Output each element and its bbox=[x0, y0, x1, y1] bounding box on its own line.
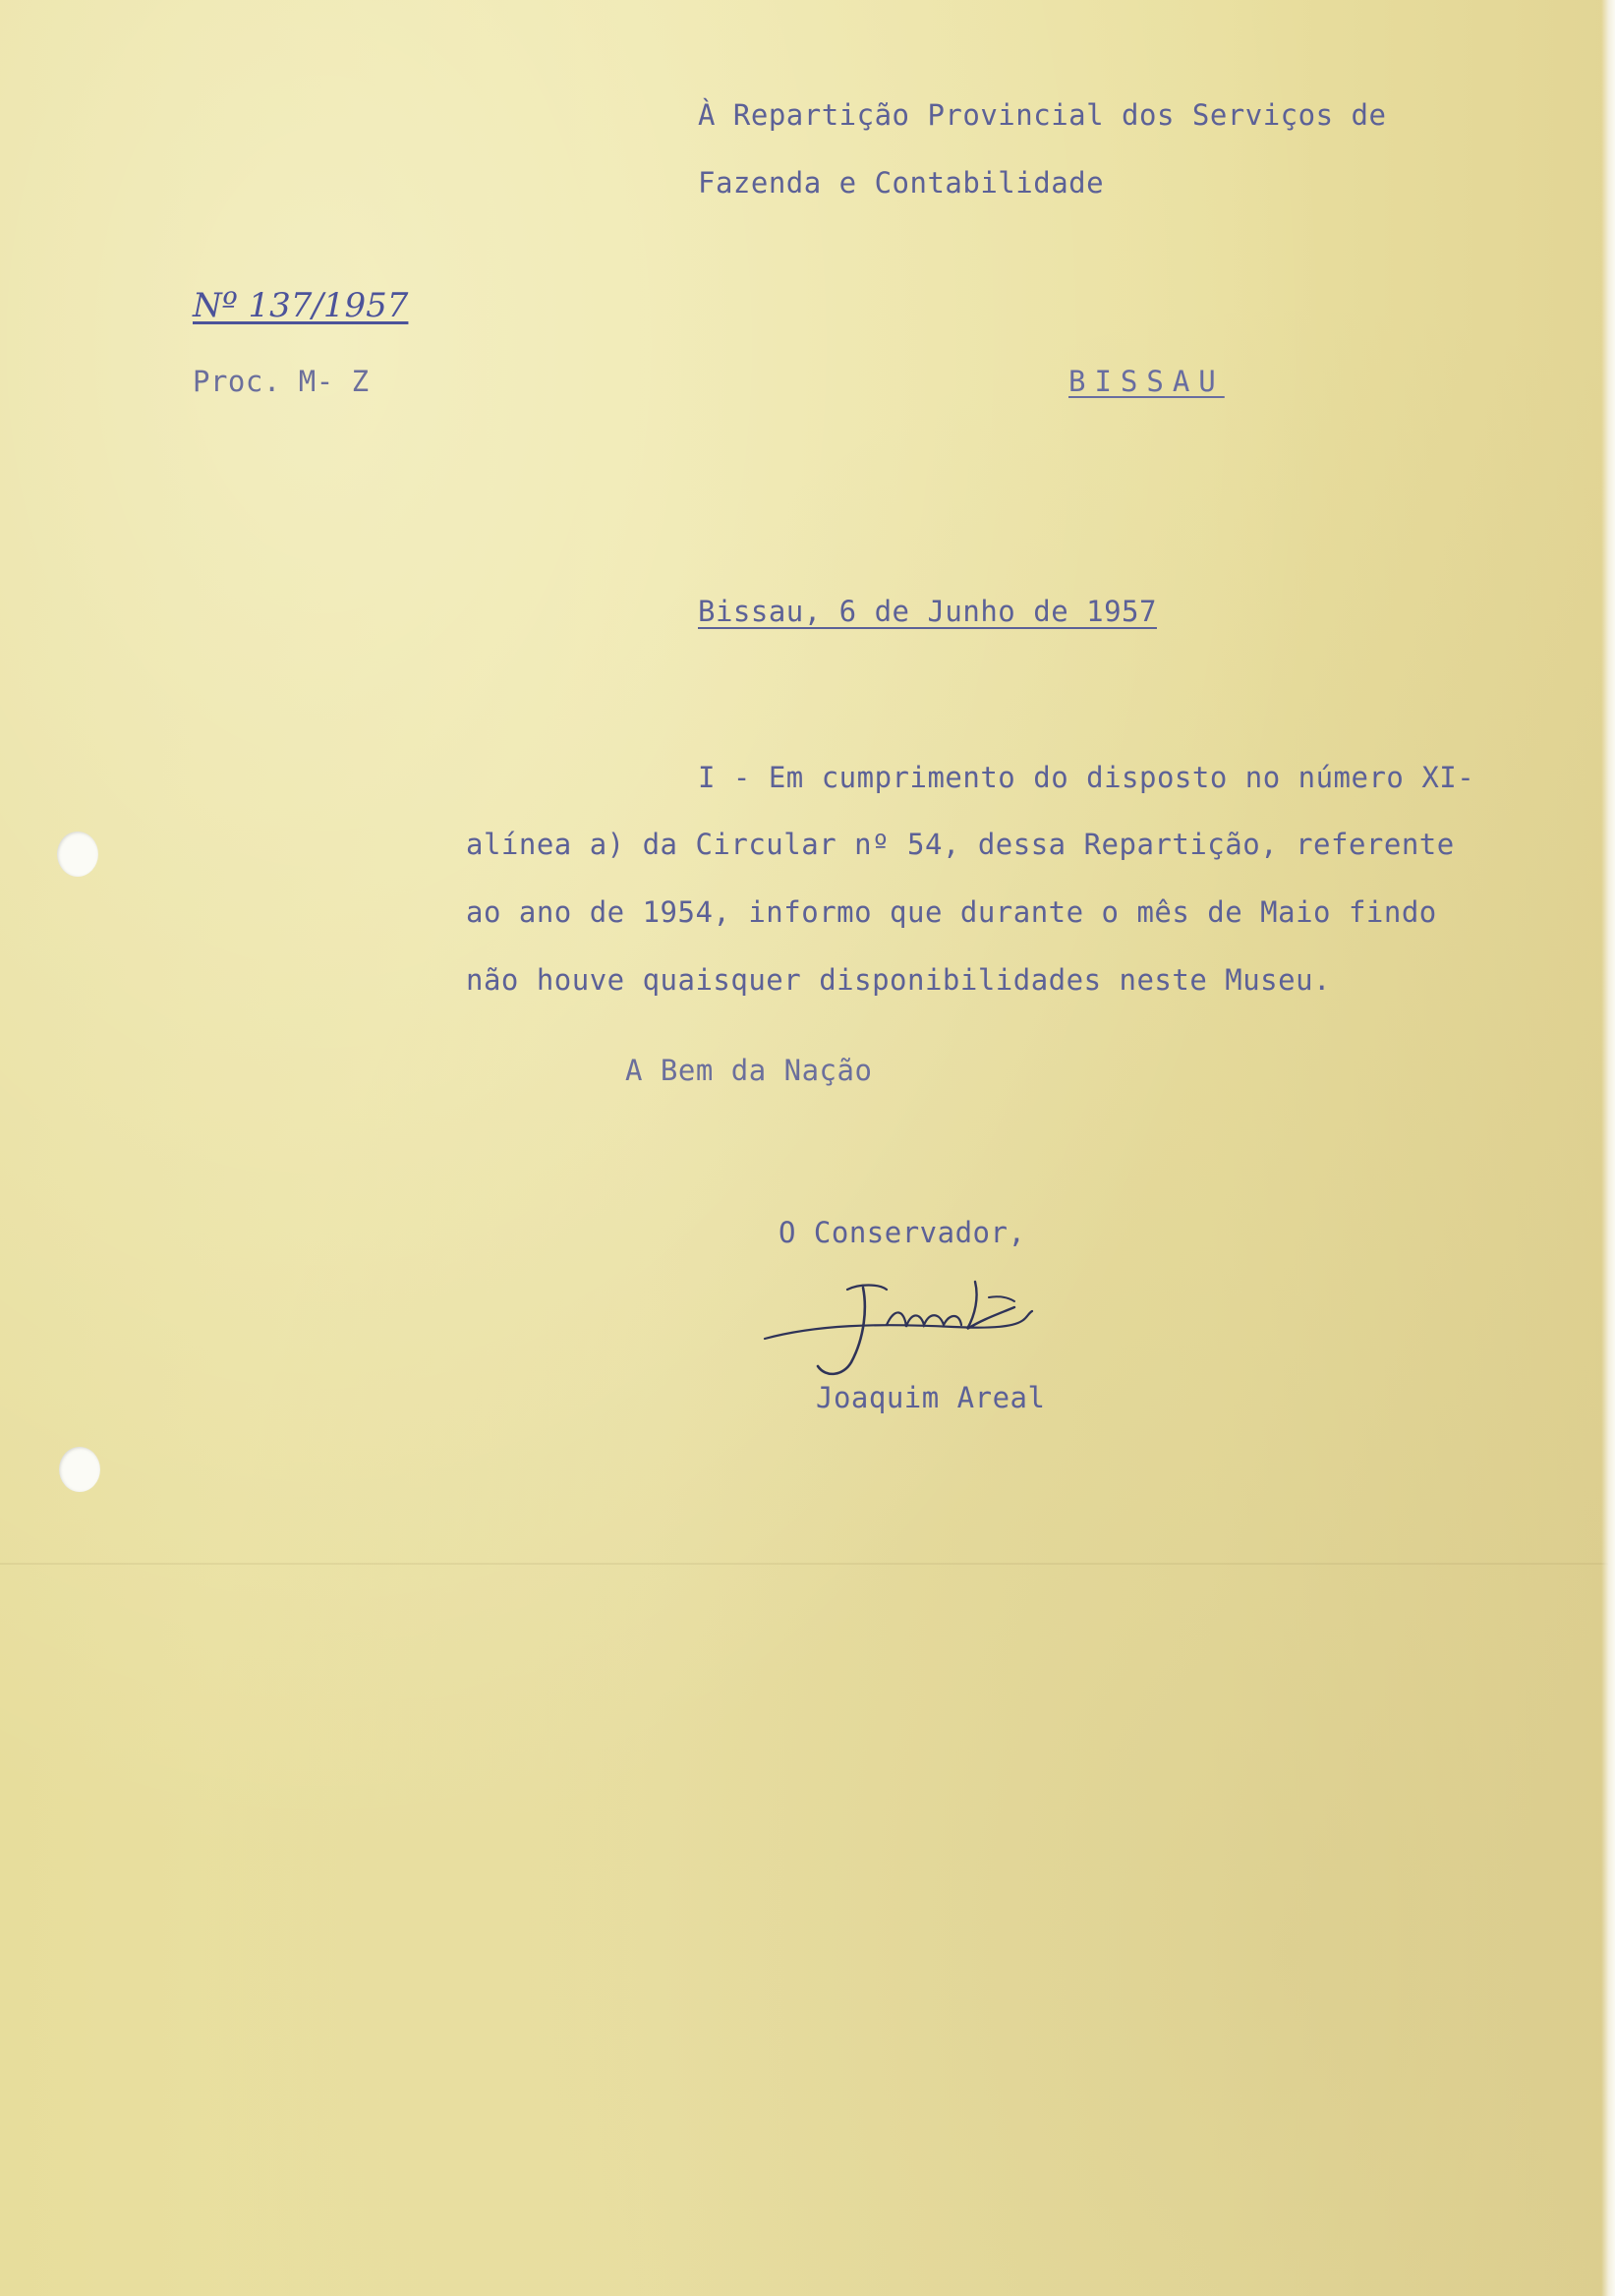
body-line: ao ano de 1954, informo que durante o mês de Maio findo bbox=[466, 895, 1437, 929]
punch-hole-bottom bbox=[59, 1447, 100, 1492]
closing-salutation: A Bem da Nação bbox=[625, 1054, 873, 1087]
body-line: alínea a) da Circular nº 54, dessa Repartição, referente bbox=[466, 828, 1455, 861]
body-line: não houve quaisquer disponibilidades neste Museu. bbox=[466, 963, 1332, 997]
reference-number: Nº 137/1957 bbox=[193, 286, 409, 325]
destination-city: BISSAU bbox=[1068, 365, 1225, 398]
paper-fold bbox=[0, 1563, 1615, 1565]
addressee-line-2: Fazenda e Contabilidade bbox=[698, 166, 1105, 200]
body-line: I - Em cumprimento do disposto no número XI- bbox=[698, 761, 1475, 794]
punch-hole-top bbox=[57, 832, 98, 877]
paper-edge bbox=[1601, 0, 1615, 2296]
signatory-title: O Conservador, bbox=[779, 1216, 1026, 1249]
signatory-name: Joaquim Areal bbox=[816, 1381, 1046, 1414]
letter-date: Bissau, 6 de Junho de 1957 bbox=[698, 595, 1157, 628]
addressee-line-1: À Repartição Provincial dos Serviços de bbox=[698, 98, 1387, 132]
handwritten-signature bbox=[757, 1268, 1052, 1396]
process-reference: Proc. M- Z bbox=[193, 365, 370, 398]
